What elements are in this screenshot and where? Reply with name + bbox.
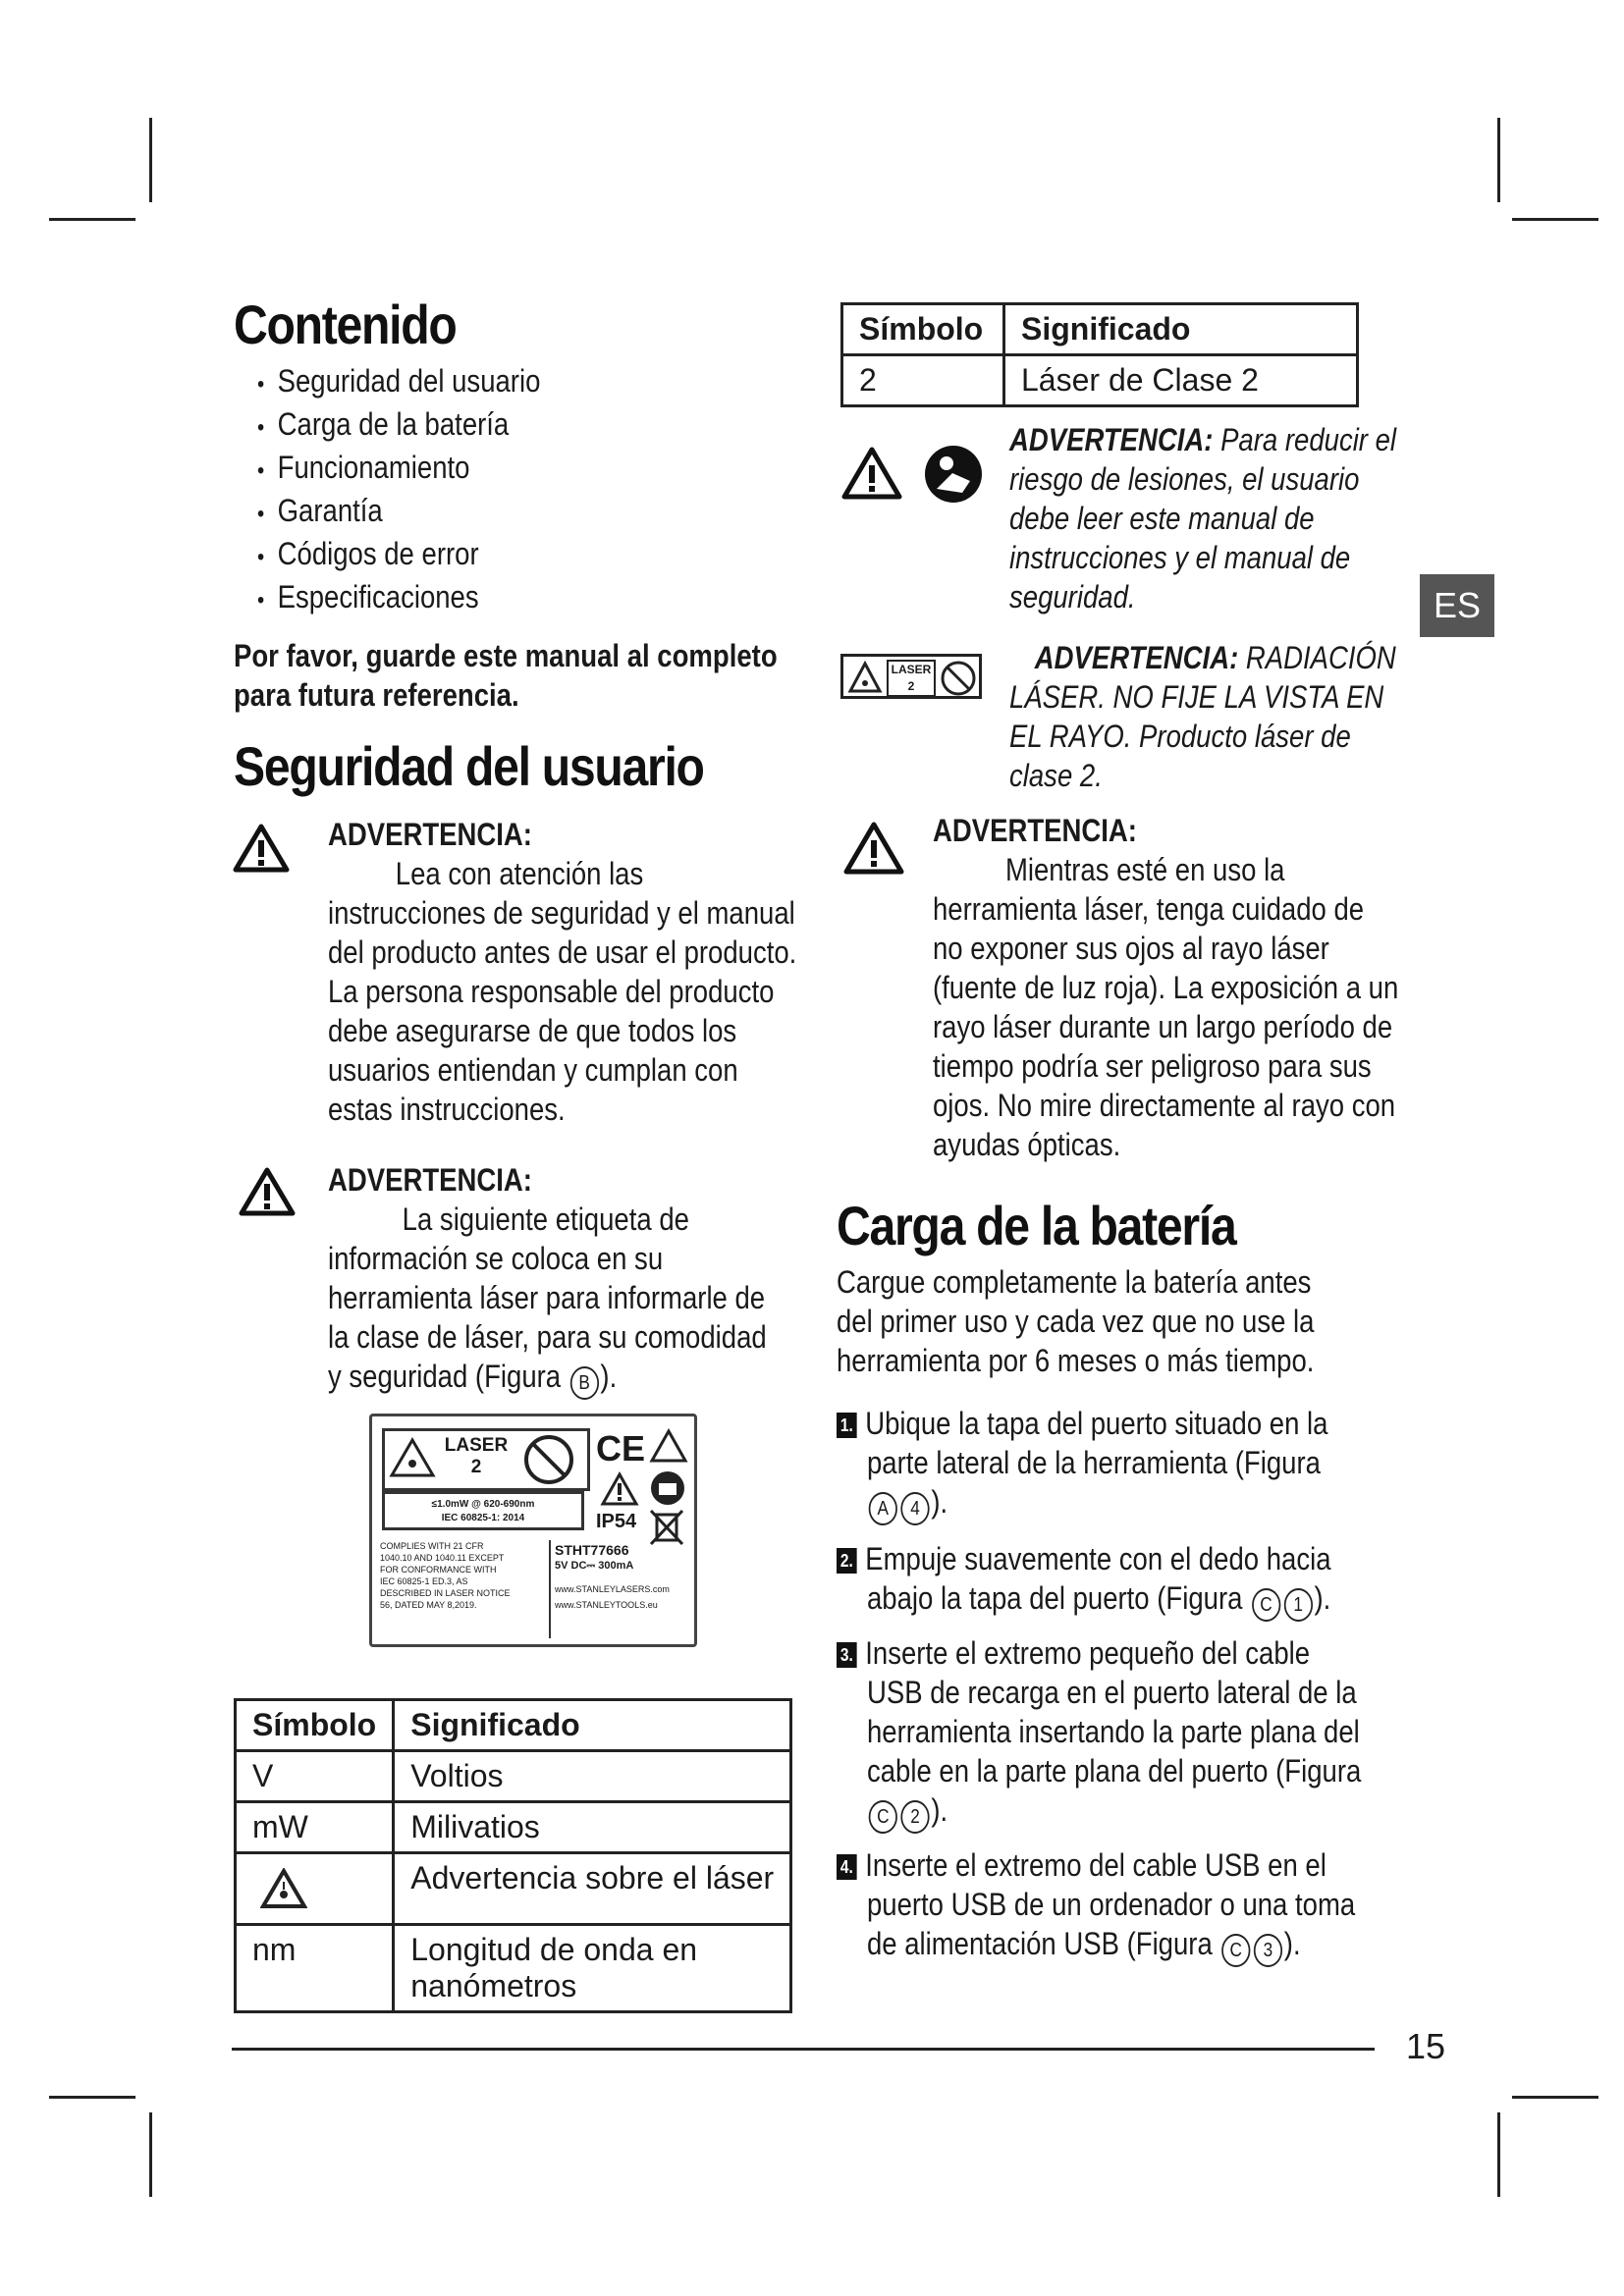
figure-sub-ref: 1 xyxy=(1283,1588,1312,1622)
table-row: mW Milivatios xyxy=(236,1802,791,1853)
model-info: STHT77666 5V DC⎓ 300mA www.STANLEYLASERS.com www.STANLEYTOOLS.eu xyxy=(555,1542,670,1610)
laser-warning-icon xyxy=(389,1437,436,1478)
list-item[interactable]: • Funcionamiento xyxy=(257,448,540,491)
battery-step-1: 1. Ubique la tapa del puerto situado en la parte lateral de la herramienta (Figura A 4 ). xyxy=(837,1404,1327,1525)
warning-triangle-icon xyxy=(232,823,291,874)
crop-mark xyxy=(1512,218,1598,221)
contents-list xyxy=(257,361,586,620)
footer-rule xyxy=(232,2048,1375,2051)
warning-block-3: ADVERTENCIA: Para reducir el riesgo de lesiones, el usuario debe leer este manual de instrucciones y el manual de seguridad. xyxy=(1009,422,1397,614)
warning-triangle-icon xyxy=(840,446,903,501)
page-number: 15 xyxy=(1406,2026,1446,2066)
table-row: Advertencia sobre el láser xyxy=(236,1853,791,1925)
crop-mark xyxy=(49,2096,135,2099)
figure-ref: C xyxy=(1221,1934,1250,1967)
symbol-table-left xyxy=(234,1698,792,2013)
compliance-text: COMPLIES WITH 21 CFR 1040.10 AND 1040.11 EXCEPT FOR CONFORMANCE WITH IEC 60825-1 ED.3, AS DESCRIBED IN LASER NOTICE 56, DATED MAY 8,2019. xyxy=(380,1541,511,1610)
battery-intro: Cargue completamente la batería antes del primer uso y cada vez que no use la herramienta por 6 meses o más tiempo. xyxy=(837,1264,1315,1378)
step-number: 1. xyxy=(837,1413,857,1438)
label-laser-text: LASER 2 xyxy=(887,660,936,697)
warning-triangle-icon xyxy=(600,1471,639,1507)
list-item[interactable]: • Seguridad del usuario xyxy=(257,361,540,404)
table-row: 2 Láser de Clase 2 xyxy=(842,355,1358,406)
warning-heading: ADVERTENCIA: xyxy=(328,1162,532,1198)
language-tab[interactable]: ES xyxy=(1420,574,1494,637)
table-header: Símbolo xyxy=(236,1700,394,1751)
warning-block-2: ADVERTENCIA: La siguiente etiqueta de información se coloca en su herramienta láser para informarle de la clase de láser, para su comodidad y seguridad (Figura B ). xyxy=(328,1160,767,1400)
ce-mark: CE xyxy=(596,1428,646,1468)
read-manual-icon xyxy=(923,444,984,505)
step-number: 3. xyxy=(837,1642,857,1668)
laser-class-box xyxy=(382,1428,590,1491)
laser-warning-icon xyxy=(649,1428,688,1464)
warning-block-5: ADVERTENCIA: Mientras esté en uso la herramienta láser, tenga cuidado de no exponer sus ojos al rayo láser (fuente de luz roja). La exposición a un rayo láser durante un largo período de tiempo podría ser peligroso para sus ojos. No mire directamente al rayo con ayudas ópticas. xyxy=(933,813,1399,1162)
product-label xyxy=(369,1414,697,1647)
crop-mark xyxy=(49,218,135,221)
warning-heading: ADVERTENCIA: xyxy=(933,813,1137,848)
warning-block-4: ADVERTENCIA: RADIACIÓN LÁSER. NO FIJE LA VISTA EN EL RAYO. Producto láser de clase 2. xyxy=(1009,640,1396,793)
step-number: 2. xyxy=(837,1548,857,1574)
table-header: Significado xyxy=(1004,304,1358,355)
read-manual-icon xyxy=(649,1469,686,1507)
figure-sub-ref: 2 xyxy=(900,1800,929,1834)
battery-step-4: 4. Inserte el extremo del cable USB en el puerto USB de un ordenador o una toma de alimentación USB (Figura C 3 ). xyxy=(837,1845,1355,1967)
recycle-bin-icon xyxy=(647,1507,686,1546)
laser-spec-box: ≤1.0mW @ 620-690nm IEC 60825-1: 2014 xyxy=(382,1491,584,1530)
warning-heading: ADVERTENCIA: xyxy=(328,817,532,852)
laser-class-box xyxy=(840,654,982,699)
figure-sub-ref: 4 xyxy=(900,1492,929,1525)
no-stare-icon xyxy=(940,660,977,697)
figure-ref: A xyxy=(869,1492,897,1525)
symbol-table-right xyxy=(840,302,1359,407)
warning-block-1: ADVERTENCIA: Lea con atención las instrucciones de seguridad y el manual del producto antes de usar el producto. La persona responsable del producto debe asegurarse de que todos los usuarios entiendan y cumplan con estas instrucciones. xyxy=(328,817,797,1127)
laser-warning-icon xyxy=(847,661,883,694)
crop-mark xyxy=(1512,2096,1598,2099)
warning-triangle-icon xyxy=(238,1166,297,1217)
figure-ref: C xyxy=(869,1800,897,1834)
laser-warning-icon xyxy=(260,1868,307,1909)
list-item[interactable]: • Garantía xyxy=(257,491,540,534)
table-header: Significado xyxy=(394,1700,791,1751)
crop-mark xyxy=(1497,2112,1500,2197)
table-row: V Voltios xyxy=(236,1751,791,1802)
save-note: Por favor, guarde este manual al completo para futura referencia. xyxy=(234,638,778,713)
figure-sub-ref: 3 xyxy=(1254,1934,1282,1967)
battery-title: Carga de la batería xyxy=(837,1195,1236,1256)
battery-step-3: 3. Inserte el extremo pequeño del cable USB de recarga en el puerto lateral de la herramienta insertando la parte plana del cable en la parte plana del puerto (Figura C 2 ). xyxy=(837,1633,1361,1834)
list-item[interactable]: • Especificaciones xyxy=(257,577,540,620)
list-item[interactable]: • Carga de la batería xyxy=(257,404,540,448)
contents-title: Contenido xyxy=(234,294,457,355)
table-header: Símbolo xyxy=(842,304,1004,355)
no-stare-icon xyxy=(522,1433,575,1486)
figure-ref: B xyxy=(569,1366,598,1400)
figure-ref: C xyxy=(1252,1588,1280,1622)
battery-step-2: 2. Empuje suavemente con el dedo hacia abajo la tapa del puerto (Figura C 1 ). xyxy=(837,1539,1331,1622)
warning-triangle-icon xyxy=(842,821,905,876)
safety-title: Seguridad del usuario xyxy=(234,735,704,797)
list-item[interactable]: • Códigos de error xyxy=(257,534,540,577)
crop-mark xyxy=(1497,118,1500,202)
table-row: nm Longitud de onda en nanómetros xyxy=(236,1925,791,2012)
step-number: 4. xyxy=(837,1854,857,1880)
ip-rating: IP54 xyxy=(596,1511,637,1532)
crop-mark xyxy=(149,2112,152,2197)
crop-mark xyxy=(149,118,152,202)
label-laser-text: LASER 2 xyxy=(444,1435,509,1477)
